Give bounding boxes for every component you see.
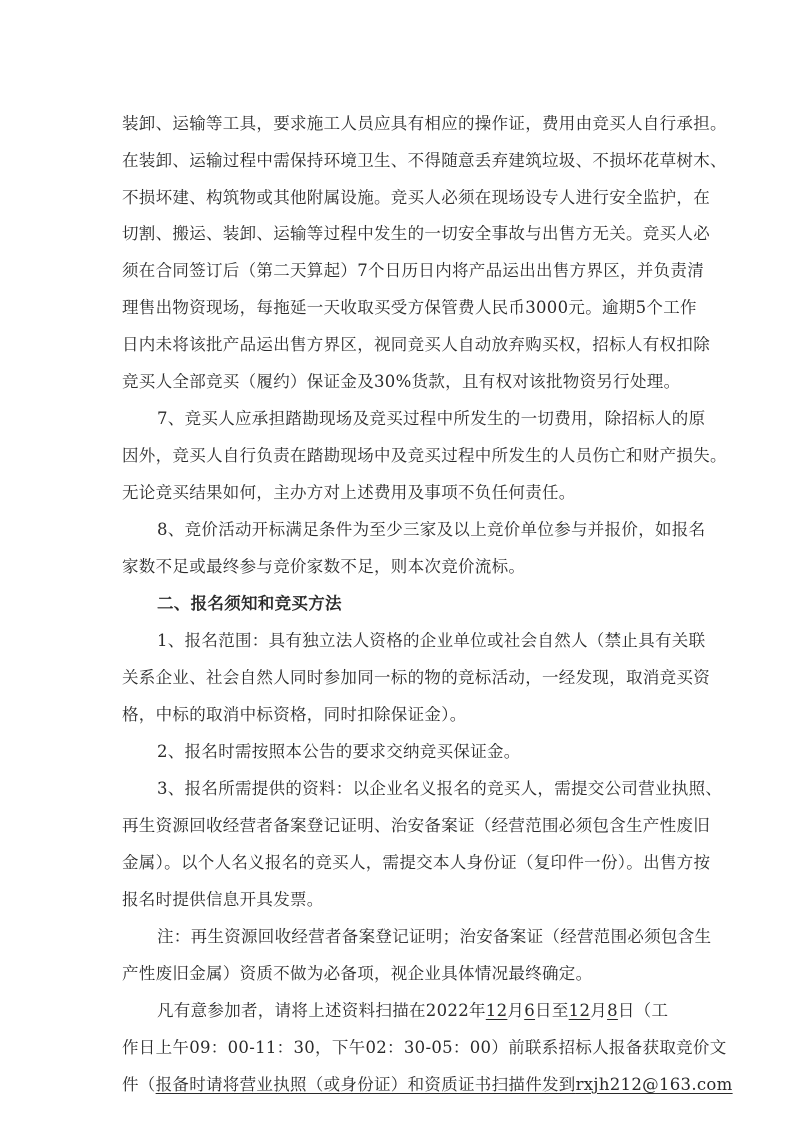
text-line: 竞买人全部竞买（履约）保证金及30%货款，且有权对该批物资另行处理。: [122, 372, 681, 391]
text-line: 切割、搬运、装卸、运输等过程中发生的一切安全事故与出售方无关。竞买人必: [122, 224, 710, 243]
text-run: 日至: [535, 1001, 569, 1020]
text-line: 格，中标的取消中标资格，同时扣除保证金）。: [122, 705, 467, 724]
text-line: 再生资源回收经营者备案登记证明、治安备案证（经营范围必须包含生产性废旧: [122, 816, 710, 835]
text-run: 日（工: [617, 1001, 669, 1020]
text-line: 报名时提供信息开具发票。: [122, 890, 324, 909]
text-line: 注：再生资源回收经营者备案登记证明；治安备案证（经营范围必须包含生: [157, 927, 712, 946]
end-day: 8: [607, 1001, 618, 1020]
start-day: 6: [524, 1001, 536, 1020]
text-line: 不损坏建、构筑物或其他附属设施。竞买人必须在现场设专人进行安全监护，在: [122, 188, 710, 207]
contact-email[interactable]: rxjh212@163.com: [575, 1075, 733, 1094]
text-line: 家数不足或最终参与竞价家数不足，则本次竞价流标。: [122, 557, 526, 576]
text-run: 月: [590, 1001, 608, 1020]
text-line: 关系企业、社会自然人同时参加同一标的物的竞标活动，一经发现，取消竞买资: [122, 668, 710, 687]
text-line: 日内未将该批产品运出售方界区，视同竞买人自动放弃购买权，招标人有权扣除: [122, 335, 710, 354]
text-line: 3、报名所需提供的资料：以企业名义报名的竞买人，需提交公司营业执照、: [157, 779, 723, 798]
text-line: 无论竞买结果如何，主办方对上述费用及事项不负任何责任。: [122, 483, 576, 502]
text-line: 装卸、运输等工具，要求施工人员应具有相应的操作证，费用由竞买人自行承担。: [122, 114, 727, 133]
text-line: 理售出物资现场，每拖延一天收取买受方保管费人民币3000元。逾期5个工作: [122, 298, 697, 317]
text-line: 8、竞价活动开标满足条件为至少三家及以上竞价单位参与并报价，如报名: [157, 520, 706, 539]
text-run: 凡有意参加者，请将上述资料扫描在2022年: [157, 1001, 486, 1020]
text-line: [157, 999, 668, 1023]
text-line: 1、报名范围：具有独立法人资格的企业单位或社会自然人（禁止具有关联: [157, 631, 706, 650]
text-line: 金属）。以个人名义报名的竞买人，需提交本人身份证（复印件一份）。出售方按: [122, 853, 711, 872]
section-heading: 二、报名须知和竞买方法: [157, 594, 342, 613]
text-line: 7、竞买人应承担踏勘现场及竞买过程中所发生的一切费用，除招标人的原: [157, 409, 706, 428]
text-line: 在装卸、运输过程中需保持环境卫生、不得随意丢弃建筑垃圾、不损坏花草树木、: [122, 151, 727, 170]
text-line: 须在合同签订后（第二天算起）7个日历日内将产品运出出售方界区，并负责清: [122, 261, 704, 280]
submission-instruction: 报备时请将营业执照（或身份证）和资质证书扫描件发到: [155, 1075, 576, 1094]
text-run: 月: [507, 1001, 525, 1020]
registration-item-2: 2、报名时需按照本公告的要求交纳竞买保证金。: [157, 742, 521, 761]
text-run: 件（: [122, 1075, 156, 1094]
text-line: 因外，竞买人自行负责在踏勘现场中及竞买过程中所发生的人员伤亡和财产损失。: [122, 446, 727, 465]
text-line: 产性废旧金属）资质不做为必备项，视企业具体情况最终确定。: [122, 964, 593, 983]
text-line: [122, 1073, 733, 1097]
end-month: 12: [568, 1001, 591, 1020]
text-line: 作日上午09：00-11：30，下午02：30-05：00）前联系招标人报备获取竞价文: [122, 1038, 727, 1057]
start-month: 12: [485, 1001, 508, 1020]
